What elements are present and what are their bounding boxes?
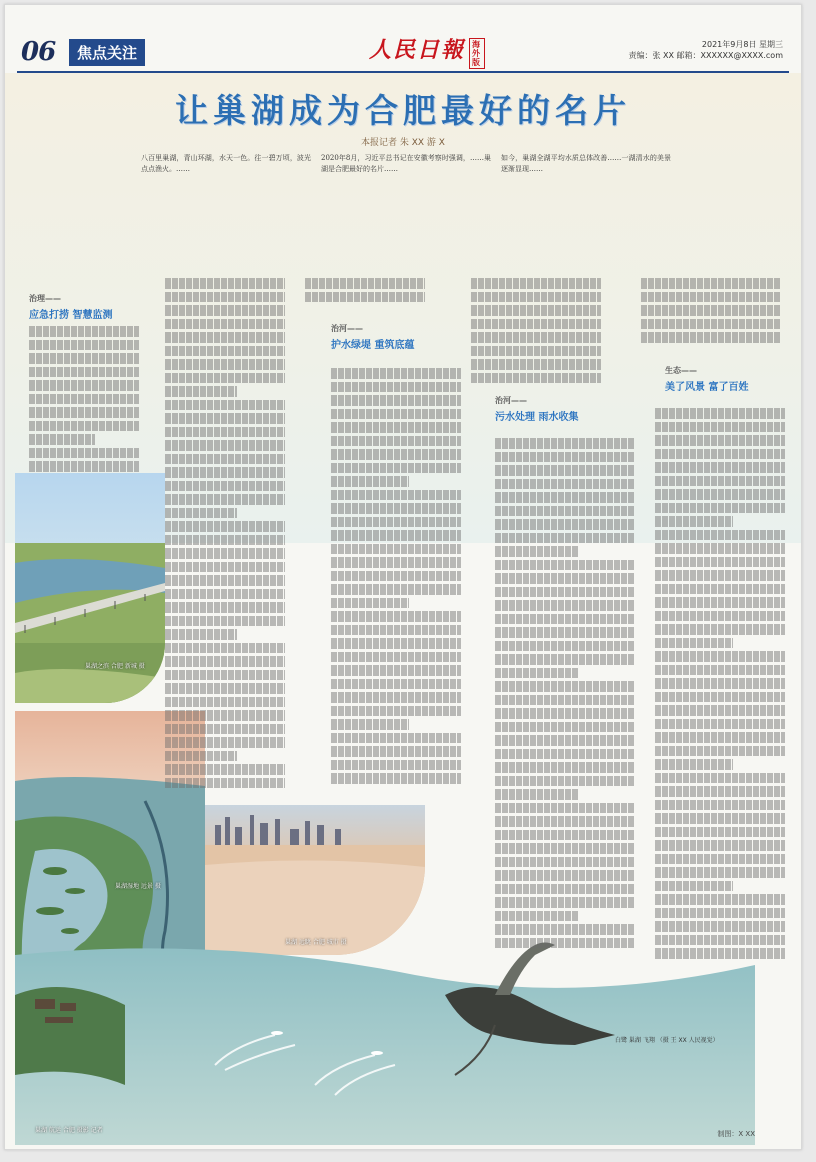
text-line [655, 786, 785, 797]
text-line [165, 427, 285, 438]
subhead-1-kicker: 治理—— [29, 294, 61, 303]
text-line [29, 407, 139, 418]
text-line [331, 503, 461, 514]
text-line [655, 584, 785, 595]
text-line [165, 697, 285, 708]
text-line [655, 746, 785, 757]
editor-credit: 制图：X XX [717, 1130, 755, 1138]
byline: 本报记者 朱 XX 游 X [361, 138, 445, 148]
text-line [331, 368, 461, 379]
text-line [495, 506, 635, 517]
text-line [331, 692, 461, 703]
text-line [655, 854, 785, 865]
text-line [495, 492, 635, 503]
subhead-2 [331, 323, 414, 351]
text-line [495, 627, 635, 638]
text-line [165, 373, 285, 384]
text-line [655, 908, 785, 919]
text-line [165, 575, 285, 586]
text-line [165, 467, 285, 478]
text-line [495, 479, 635, 490]
text-line [331, 436, 461, 447]
masthead-tag: 海外版 [469, 38, 485, 69]
text-line [165, 346, 285, 357]
text-line [655, 813, 785, 824]
text-line [655, 462, 785, 473]
text-line [331, 665, 461, 676]
text-line [165, 643, 285, 654]
text-line [495, 749, 635, 760]
masthead-logo: 人民日報 [369, 37, 466, 63]
text-line [471, 332, 601, 343]
text-line [165, 616, 285, 627]
contact-text: 责编：张 XX 邮箱：XXXXXX@XXXX.com [628, 51, 783, 60]
heron-caption: 白鹭 巢湖 飞翔 （摄 王 XX 人民视觉） [615, 1037, 719, 1044]
text-line [331, 517, 461, 528]
body-column-4a [471, 275, 601, 385]
text-line [495, 857, 635, 868]
text-line [655, 611, 785, 622]
text-line [495, 573, 635, 584]
text-line [331, 746, 461, 757]
dateline [629, 39, 783, 61]
body-column-5 [655, 405, 785, 965]
text-line [655, 800, 785, 811]
text-line [331, 544, 461, 555]
text-line [495, 830, 635, 841]
text-line [165, 319, 285, 330]
text-line [641, 278, 781, 289]
text-line [495, 519, 635, 530]
text-line [655, 408, 785, 419]
body-column-3a [305, 275, 425, 315]
text-line [495, 938, 635, 949]
text-line [495, 708, 635, 719]
text-line [331, 476, 409, 487]
text-line [165, 670, 285, 681]
text-line [655, 476, 785, 487]
headline: 让巢湖成为合肥最好的名片 [175, 91, 631, 130]
text-line [655, 894, 785, 905]
text-line [165, 454, 285, 465]
text-line [29, 380, 139, 391]
text-line [495, 735, 635, 746]
text-line [641, 332, 781, 343]
text-line [641, 319, 781, 330]
text-line [655, 570, 785, 581]
body-column-5a [641, 275, 781, 355]
body-column-3 [331, 365, 461, 795]
text-line [495, 816, 635, 827]
text-line [29, 434, 95, 445]
text-line [495, 641, 635, 652]
text-line [655, 557, 785, 568]
text-line [495, 533, 635, 544]
text-line [165, 292, 285, 303]
text-line [165, 481, 285, 492]
text-line [655, 530, 785, 541]
text-line [165, 440, 285, 451]
text-line [165, 589, 285, 600]
text-line [331, 449, 461, 460]
text-line [495, 803, 635, 814]
causeway-caption: 巢湖之滨 合肥 新城 摄 [85, 663, 145, 670]
text-line [495, 546, 579, 557]
text-line [331, 611, 461, 622]
text-line [165, 710, 285, 721]
text-line [29, 340, 139, 351]
text-line [655, 719, 785, 730]
text-line [331, 382, 461, 393]
text-line [165, 521, 285, 532]
text-line [655, 827, 785, 838]
text-line [495, 560, 635, 571]
text-line [165, 386, 237, 397]
text-line [165, 400, 285, 411]
text-line [655, 503, 785, 514]
text-line [655, 489, 785, 500]
text-line [29, 421, 139, 432]
body-column-1 [29, 323, 139, 473]
text-line [495, 438, 635, 449]
text-line [331, 422, 461, 433]
text-line [29, 367, 139, 378]
city-skyline-photo [205, 805, 425, 955]
text-line [331, 598, 409, 609]
text-line [165, 778, 285, 789]
text-line [29, 448, 139, 459]
page-number: 06 [21, 37, 56, 67]
sunset-photo [205, 955, 206, 956]
text-line [331, 652, 461, 663]
text-line [655, 543, 785, 554]
text-line [655, 678, 785, 689]
text-line [331, 625, 461, 636]
text-line [331, 760, 461, 771]
subhead-3 [495, 395, 578, 423]
boats-photo [15, 935, 755, 1145]
text-line [655, 759, 733, 770]
subhead-4-kicker: 生态—— [665, 366, 697, 375]
text-line [495, 587, 635, 598]
text-line [165, 656, 285, 667]
text-line [495, 681, 635, 692]
text-line [165, 724, 285, 735]
subhead-2-kicker: 治河—— [331, 324, 363, 333]
text-line [331, 530, 461, 541]
text-line [165, 278, 285, 289]
text-line [495, 762, 635, 773]
text-line [655, 732, 785, 743]
text-line [29, 353, 139, 364]
text-line [331, 638, 461, 649]
boats-caption: 巢湖 航运 合肥 摄影 记者 [35, 1127, 103, 1134]
text-line [655, 948, 785, 959]
text-line [165, 359, 285, 370]
text-line [471, 319, 601, 330]
text-line [331, 409, 461, 420]
lead-paragraph-1: 八百里巢湖，青山环湖，水天一色。往一碧万顷，波光点点渔火。…… [141, 154, 311, 173]
text-line [305, 278, 425, 289]
body-column-2 [165, 275, 285, 795]
text-line [655, 773, 785, 784]
text-line [29, 461, 139, 472]
text-line [655, 840, 785, 851]
text-line [655, 624, 785, 635]
text-line [655, 516, 733, 527]
text-line [495, 789, 579, 800]
text-line [331, 463, 461, 474]
newspaper-page [4, 4, 802, 1150]
subhead-4-title: 美了风景 富了百姓 [665, 382, 749, 393]
text-line [655, 867, 785, 878]
text-line [495, 614, 635, 625]
text-line [471, 292, 601, 303]
text-line [495, 465, 635, 476]
text-line [655, 651, 785, 662]
text-line [655, 705, 785, 716]
text-line [165, 494, 285, 505]
text-line [331, 490, 461, 501]
causeway-photo [15, 473, 165, 703]
date-text: 2021年9月8日 星期三 [701, 40, 783, 49]
text-line [331, 395, 461, 406]
text-line [495, 870, 635, 881]
text-line [331, 706, 461, 717]
text-line [165, 602, 285, 613]
subhead-3-title: 污水处理 雨水收集 [495, 412, 579, 423]
subhead-3-kicker: 治河—— [495, 396, 527, 405]
text-line [331, 571, 461, 582]
text-line [641, 292, 781, 303]
subhead-1 [29, 293, 112, 321]
text-line [655, 881, 733, 892]
text-line [29, 394, 139, 405]
text-line [495, 600, 635, 611]
text-line [471, 346, 601, 357]
text-line [655, 597, 785, 608]
subhead-1-title: 应急打捞 智慧监测 [29, 310, 113, 321]
text-line [655, 449, 785, 460]
text-line [655, 435, 785, 446]
text-line [495, 897, 635, 908]
page-header [17, 33, 789, 67]
text-line [641, 305, 781, 316]
text-line [655, 921, 785, 932]
text-line [471, 359, 601, 370]
text-line [165, 737, 285, 748]
text-line [305, 292, 425, 303]
text-line [495, 722, 635, 733]
wetland-caption: 巢湖湿地 远景 摄 [115, 883, 161, 890]
text-line [655, 422, 785, 433]
text-line [165, 535, 285, 546]
text-line [165, 305, 285, 316]
text-line [655, 692, 785, 703]
text-line [165, 332, 285, 343]
text-line [471, 373, 601, 384]
text-line [495, 776, 635, 787]
text-line [495, 843, 635, 854]
text-line [165, 629, 237, 640]
text-line [471, 278, 601, 289]
text-line [331, 773, 461, 784]
text-line [165, 751, 237, 762]
subhead-2-title: 护水绿堤 重筑底蕴 [331, 340, 415, 351]
lead-paragraph-3: 如今，巢湖全湖平均水质总体改善……一湖清水的美景逐渐显现…… [501, 154, 671, 173]
text-line [165, 548, 285, 559]
text-line [331, 719, 409, 730]
text-line [495, 695, 635, 706]
text-line [495, 668, 579, 679]
text-line [165, 508, 237, 519]
text-line [495, 924, 635, 935]
text-line [655, 638, 733, 649]
body-column-4 [495, 435, 635, 955]
section-label: 焦点关注 [69, 39, 145, 66]
text-line [331, 557, 461, 568]
subhead-4 [665, 365, 748, 393]
text-line [495, 911, 579, 922]
text-line [655, 665, 785, 676]
text-line [331, 679, 461, 690]
city-skyline-caption: 巢湖 远眺 合肥 城市 摄 [285, 939, 347, 946]
text-line [495, 452, 635, 463]
text-line [495, 654, 635, 665]
text-line [29, 326, 139, 337]
text-line [165, 683, 285, 694]
text-line [655, 935, 785, 946]
city-skyline-image [205, 805, 425, 955]
text-line [331, 733, 461, 744]
text-line [165, 764, 285, 775]
text-line [165, 562, 285, 573]
text-line [471, 305, 601, 316]
text-line [495, 884, 635, 895]
text-line [331, 584, 461, 595]
text-line [165, 413, 285, 424]
lead-paragraph-2: 2020年8月，习近平总书记在安徽考察时强调，……巢湖是合肥最好的名片…… [321, 154, 491, 173]
